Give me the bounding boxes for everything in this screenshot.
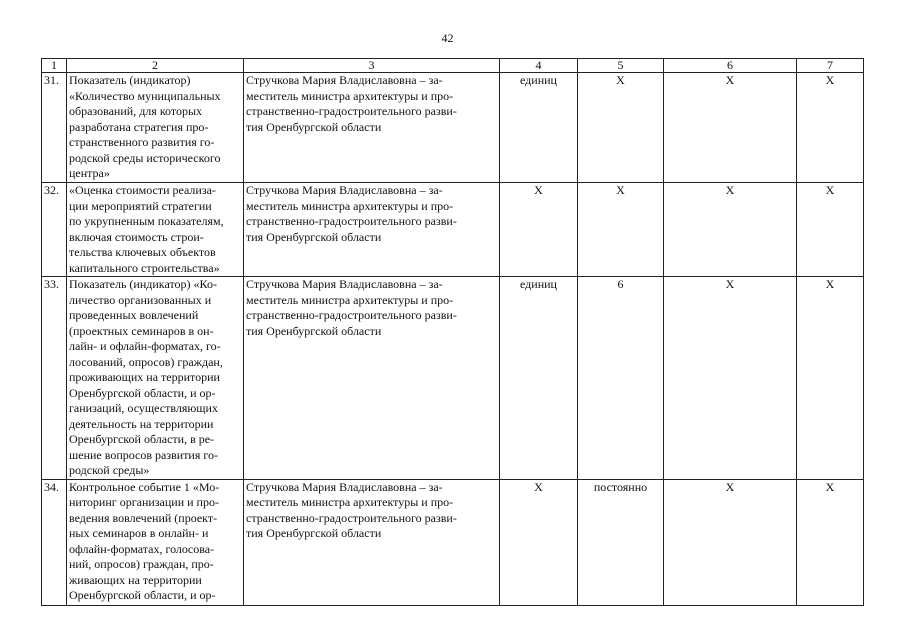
column-5-cell: постоянно: [578, 479, 664, 605]
column-header-2: 2: [67, 59, 244, 73]
column-header-4: 4: [500, 59, 578, 73]
column-header-5: 5: [578, 59, 664, 73]
column-7-cell: X: [797, 183, 864, 277]
row-number: 34.: [42, 479, 67, 605]
column-6-cell: X: [664, 479, 797, 605]
header-row: [42, 59, 864, 73]
column-7-cell: X: [797, 277, 864, 480]
column-header-1: 1: [42, 59, 67, 73]
unit-cell: единиц: [500, 73, 578, 183]
responsible-person: Стручкова Мария Владиславовна – за- меститель министра архитектуры и про- странственно-градостроительного разви- тия Оренбургской области: [244, 277, 500, 480]
column-5-cell: 6: [578, 277, 664, 480]
table-row: [42, 183, 864, 277]
column-5-cell: X: [578, 183, 664, 277]
column-6-cell: X: [664, 277, 797, 480]
row-number: 33.: [42, 277, 67, 480]
indicator-name: Показатель (индикатор) «Количество муниципальных образований, для которых разработана стратегия про- странственного развития го- родской среды исторического центра»: [67, 73, 244, 183]
table-row: [42, 479, 864, 605]
indicator-name: «Оценка стоимости реализа- ции мероприятий стратегии по укрупненным показателям, включая стоимость строи- тельства ключевых объектов капитального строительства»: [67, 183, 244, 277]
column-6-cell: X: [664, 183, 797, 277]
unit-cell: X: [500, 479, 578, 605]
column-6-cell: X: [664, 73, 797, 183]
row-number: 32.: [42, 183, 67, 277]
responsible-person: Стручкова Мария Владиславовна – за- меститель министра архитектуры и про- странственно-градостроительного разви- тия Оренбургской области: [244, 73, 500, 183]
column-7-cell: X: [797, 73, 864, 183]
column-header-6: 6: [664, 59, 797, 73]
indicators-table: [41, 58, 864, 606]
column-7-cell: X: [797, 479, 864, 605]
row-number: 31.: [42, 73, 67, 183]
indicator-name: Показатель (индикатор) «Ко- личество организованных и проведенных вовлечений (проектных семинаров в он- лайн- и офлайн-форматах, го- лосований, опросов) граждан, проживающих на территории Оренбургской области, и ор- ганизаций, осуществляющих деятельность на территории Оренбургской области, в ре- шение вопросов развития го- родской среды»: [67, 277, 244, 480]
table-row: [42, 277, 864, 480]
responsible-person: Стручкова Мария Владиславовна – за- меститель министра архитектуры и про- странственно-градостроительного разви- тия Оренбургской области: [244, 479, 500, 605]
responsible-person: Стручкова Мария Владиславовна – за- меститель министра архитектуры и про- странственно-градостроительного разви- тия Оренбургской области: [244, 183, 500, 277]
column-header-7: 7: [797, 59, 864, 73]
column-header-3: 3: [244, 59, 500, 73]
column-5-cell: X: [578, 73, 664, 183]
table-row: [42, 73, 864, 183]
page-number: 42: [441, 31, 454, 45]
indicator-name: Контрольное событие 1 «Мо- ниторинг организации и про- ведения вовлечений (проект- ных семинаров в онлайн- и офлайн-форматах, голоcова- ний, опросов) граждан, про- живающих на территории Оренбургской области, и ор-: [67, 479, 244, 605]
unit-cell: единиц: [500, 277, 578, 480]
unit-cell: X: [500, 183, 578, 277]
